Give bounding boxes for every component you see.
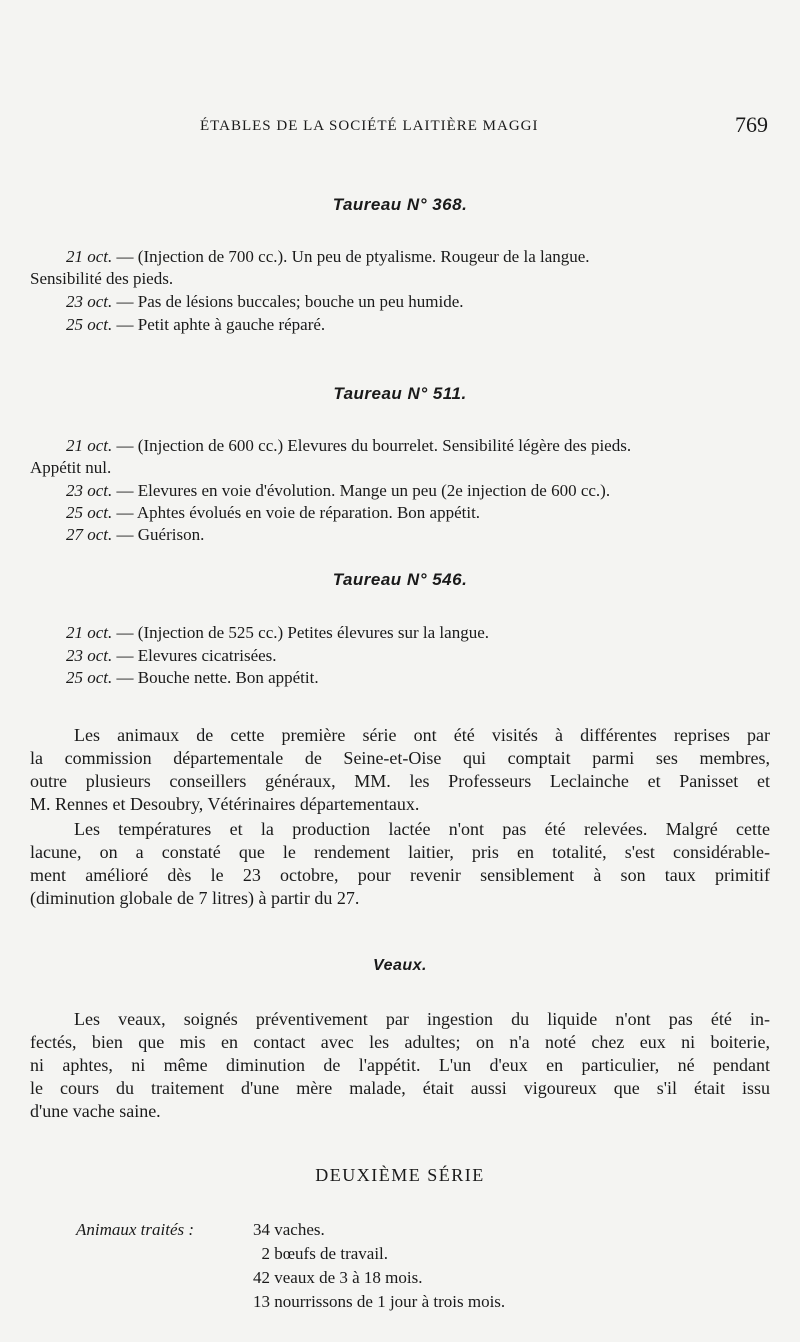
- section-heading-taureau-546: Taureau N° 546.: [332, 570, 468, 589]
- paragraph-line: Les animaux de cette première série ont été visités à différentes reprises par: [74, 725, 770, 745]
- paragraph-line: (diminution globale de 7 litres) à partir du 27.: [30, 888, 360, 908]
- entry-line: 23 oct. — Pas de lésions buccales; bouche un peu humide.: [66, 292, 464, 311]
- section-heading-veaux: Veaux.: [373, 957, 427, 974]
- entry-line: 25 oct. — Petit aphte à gauche réparé.: [66, 315, 326, 334]
- paragraph-line: outre plusieurs conseillers généraux, MM. les Professeurs Leclainche et Panisset et: [30, 771, 770, 791]
- animal-desc: bœufs de travail.: [274, 1244, 389, 1263]
- animal-desc: nourrissons de 1 jour à trois mois.: [274, 1292, 506, 1311]
- paragraph-commission: [30, 724, 770, 816]
- entry-line: 25 oct. — Bouche nette. Bon appétit.: [66, 668, 319, 687]
- section-heading-taureau-368: Taureau N° 368.: [332, 195, 468, 214]
- entry-line: 23 oct. — Elevures cicatrisées.: [66, 646, 277, 665]
- animal-desc: veaux de 3 à 18 mois.: [274, 1268, 423, 1287]
- paragraph-line: lacune, on a constaté que le rendement laitier, pris en totalité, s'est considérable-: [30, 842, 770, 862]
- animal-count: 34: [253, 1220, 270, 1239]
- entry-line: 21 oct. — (Injection de 700 cc.). Un peu de ptyalisme. Rougeur de la langue.: [66, 247, 590, 266]
- paragraph-veaux: [30, 1008, 770, 1123]
- paragraph-line: d'une vache saine.: [30, 1101, 161, 1121]
- animal-desc: vaches.: [274, 1220, 325, 1239]
- series-title: DEUXIÈME SÉRIE: [315, 1165, 485, 1185]
- section-heading-taureau-511: Taureau N° 511.: [333, 384, 467, 403]
- animal-row: [242, 1268, 423, 1288]
- entry-line: Sensibilité des pieds.: [30, 269, 174, 288]
- entry-line: 21 oct. — (Injection de 600 cc.) Elevures du bourrelet. Sensibilité légère des pieds.: [66, 436, 632, 455]
- animal-row: [242, 1220, 325, 1240]
- animal-row: [242, 1292, 505, 1312]
- paragraph-line: Les veaux, soignés préventivement par ingestion du liquide n'ont pas été in-: [74, 1009, 770, 1029]
- paragraph-line: fectés, bien que mis en contact avec les adultes; on n'a noté chez eux ni boiterie,: [30, 1032, 770, 1052]
- paragraph-line: Les températures et la production lactée n'ont pas été relevées. Malgré cette: [74, 819, 770, 839]
- entry-line: 25 oct. — Aphtes évolués en voie de réparation. Bon appétit.: [66, 503, 481, 522]
- animal-count: 2: [261, 1244, 270, 1263]
- page-header: [0, 112, 800, 142]
- entry-line: Appétit nul.: [30, 458, 112, 477]
- animal-row: [242, 1244, 388, 1264]
- paragraph-line: ment amélioré dès le 23 octobre, pour revenir sensiblement à son taux primitif: [30, 865, 770, 885]
- paragraph-line: la commission départementale de Seine-et-Oise qui comptait parmi ses membres,: [30, 748, 770, 768]
- entry-line: 21 oct. — (Injection de 525 cc.) Petites élevures sur la langue.: [66, 623, 489, 642]
- animals-label: Animaux traités :: [76, 1220, 195, 1239]
- animal-count: 42: [253, 1268, 270, 1287]
- entry-line: 27 oct. — Guérison.: [66, 525, 205, 544]
- entry-line: 23 oct. — Elevures en voie d'évolution. Mange un peu (2e injection de 600 cc.).: [66, 481, 611, 500]
- animal-count: 13: [253, 1292, 270, 1311]
- running-title: ÉTABLES DE LA SOCIÉTÉ LAITIÈRE MAGGI: [200, 118, 539, 134]
- paragraph-line: le cours du traitement d'une mère malade, était aussi vigoureux que s'il était issu: [30, 1078, 770, 1098]
- paragraph-temperatures: [30, 818, 770, 910]
- paragraph-line: ni aphtes, ni même diminution de l'appétit. L'un d'eux en particulier, né pendant: [30, 1055, 770, 1075]
- paragraph-line: M. Rennes et Desoubry, Vétérinaires départementaux.: [30, 794, 420, 814]
- page-number: 769: [735, 112, 768, 137]
